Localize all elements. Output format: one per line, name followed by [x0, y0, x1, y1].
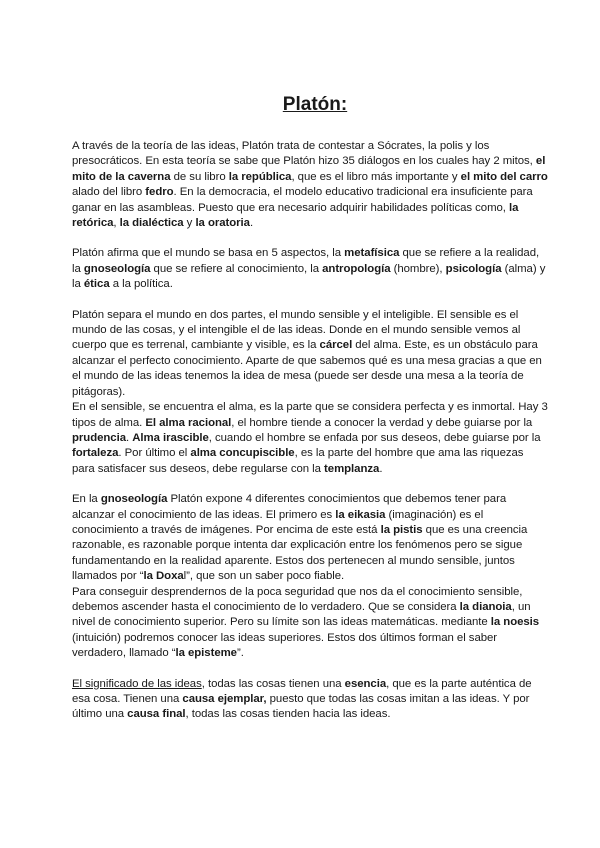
text-run: . En la democracia, el modelo educativo tradicional era insuficiente para ganar en las asambleas. Puesto que era necesario adquirir habilidades políticas como,: [72, 186, 533, 214]
paragraph: [72, 400, 548, 477]
text-run: Platón separa el mundo en dos partes, el mundo sensible y el inteligible. El sensible es el mundo de las cosas, y el intengible el de las ideas. Donde en el mundo sensible vemos al cuerpo que es terrenal, cambiante y visible, es la: [72, 308, 521, 352]
text-run: , todas las cosas tienden hacia las ideas.: [185, 708, 391, 721]
bold-term: la dianoia: [459, 600, 512, 613]
bold-term: la eikasia: [335, 508, 386, 521]
underlined-heading: El significado de las ideas: [72, 677, 202, 690]
paragraph-gap: [72, 231, 548, 246]
paragraph-gap: [72, 662, 548, 677]
bold-term: la retórica: [72, 201, 519, 230]
text-run: que se refiere a la realidad, la: [72, 247, 540, 275]
text-run: que es una creencia razonable, es razonable porque intenta dar explicación entre los fenómenos pero se sigue fundamentando en la realidad aparente. Estos dos pertenecen al mundo sensible, juntos llamados por “: [72, 523, 528, 583]
bold-term: la dialéctica: [119, 217, 184, 230]
bold-term: antropología: [322, 262, 391, 275]
bold-term: la episteme: [175, 647, 237, 660]
bold-term: la noesis: [490, 616, 540, 629]
bold-term: esencia: [344, 677, 387, 690]
bold-term: la Doxa: [143, 570, 184, 583]
text-run: , que es el libro más importante y: [291, 170, 461, 183]
text-run: a la política.: [109, 278, 173, 291]
bold-term: la pistis: [380, 523, 423, 536]
text-run: , que es la parte auténtica de esa cosa. Tienen una: [72, 677, 532, 705]
text-run: de su libro: [170, 170, 229, 183]
text-run: .: [249, 217, 254, 230]
text-run: En la: [72, 493, 101, 506]
text-run: alado del libro: [72, 186, 146, 199]
text-run: . Por último el: [118, 447, 191, 460]
bold-term: El alma racional: [145, 416, 232, 429]
document-body: [72, 139, 548, 723]
bold-term: fedro: [145, 186, 174, 199]
bold-term: gnoseología: [83, 262, 151, 275]
text-run: Platón expone 4 diferentes conocimientos que debemos tener para alcanzar el conocimiento de las ideas. El primero es: [72, 493, 507, 521]
bold-term: psicología: [445, 262, 502, 275]
text-run: , cuando el hombre se enfada por sus deseos, debe guiarse por la: [208, 431, 541, 444]
paragraph-gap: [72, 293, 548, 308]
text-run: (imaginación) es el conocimiento a través de imágenes. Por encima de este está: [72, 508, 484, 536]
paragraph: [72, 308, 548, 400]
bold-term: prudencia: [72, 431, 126, 444]
text-run: .: [379, 462, 383, 475]
bold-term: causa ejemplar,: [182, 693, 267, 705]
text-run: y: [183, 217, 196, 230]
text-run: A través de la teoría de las ideas, Platón trata de contestar a Sócrates, la polis y los presocráticos. En esta teoría se sabe que Platón hizo 35 diálogos en los cuales hay 2 mitos,: [72, 140, 536, 168]
text-run: ,: [113, 217, 120, 230]
text-run: , el hombre tiende a conocer la verdad y debe guiarse por la: [231, 416, 533, 429]
bold-term: el mito del carro: [460, 170, 548, 183]
text-run: .: [125, 431, 133, 444]
text-run: puesto que todas las cosas imitan a las ideas. Y por último una: [72, 693, 530, 721]
text-run: (intuición) podremos conocer las ideas superiores. Estos dos últimos forman el saber verdadero, llamado “: [72, 631, 498, 660]
text-run: que se refiere al conocimiento, la: [150, 262, 323, 275]
text-run: En el sensible, se encuentra el alma, es la parte que se considera perfecta y es inmortal. Hay 3 tipos de alma.: [72, 401, 548, 429]
text-run: l”, que son un saber poco fiable.: [183, 570, 345, 583]
bold-term: templanza: [324, 462, 380, 475]
paragraph-gap: [72, 477, 548, 492]
text-run: Para conseguir desprendernos de la poca seguridad que nos da el conocimiento sensible, debemos ascender hasta el conocimiento de lo verdadero. Que se considera: [72, 585, 523, 613]
paragraph: [72, 246, 548, 292]
text-run: , todas las cosas tienen una: [201, 677, 345, 690]
text-run: (alma) y la: [72, 262, 546, 291]
text-run: , un nivel de conocimiento superior. Pero su límite son las ideas matemáticas. mediante: [72, 600, 531, 629]
bold-term: ética: [83, 278, 110, 291]
paragraph: [72, 139, 548, 231]
text-run: ”.: [236, 647, 244, 660]
bold-term: el mito de la caverna: [72, 155, 546, 183]
bold-term: alma concupiscible: [190, 447, 295, 460]
paragraph: [72, 492, 548, 584]
bold-term: Alma irascible: [132, 431, 209, 444]
page-title: Platón:: [282, 94, 348, 115]
bold-term: la república: [228, 170, 292, 183]
paragraph: [72, 677, 548, 723]
bold-term: gnoseología: [100, 493, 168, 506]
bold-term: fortaleza: [72, 447, 119, 460]
text-run: del alma. Este, es un obstáculo para alcanzar el perfecto conocimiento. Aparte de que sabemos qué es una mesa gracias a que en el mundo de las ideas tenemos la idea de mesa (puede ser desde una mesa a la teoría de pitágoras).: [72, 339, 542, 398]
bold-term: metafísica: [344, 247, 400, 260]
text-run: , es la parte del hombre que ama las riquezas para satisfacer sus deseos, debe regularse con la: [72, 447, 524, 475]
bold-term: la oratoria: [195, 217, 250, 230]
paragraph: [72, 585, 548, 662]
text-run: Platón afirma que el mundo se basa en 5 aspectos, la: [72, 247, 345, 260]
text-run: (hombre),: [390, 262, 446, 275]
bold-term: cárcel: [319, 339, 353, 352]
bold-term: causa final: [127, 708, 186, 721]
